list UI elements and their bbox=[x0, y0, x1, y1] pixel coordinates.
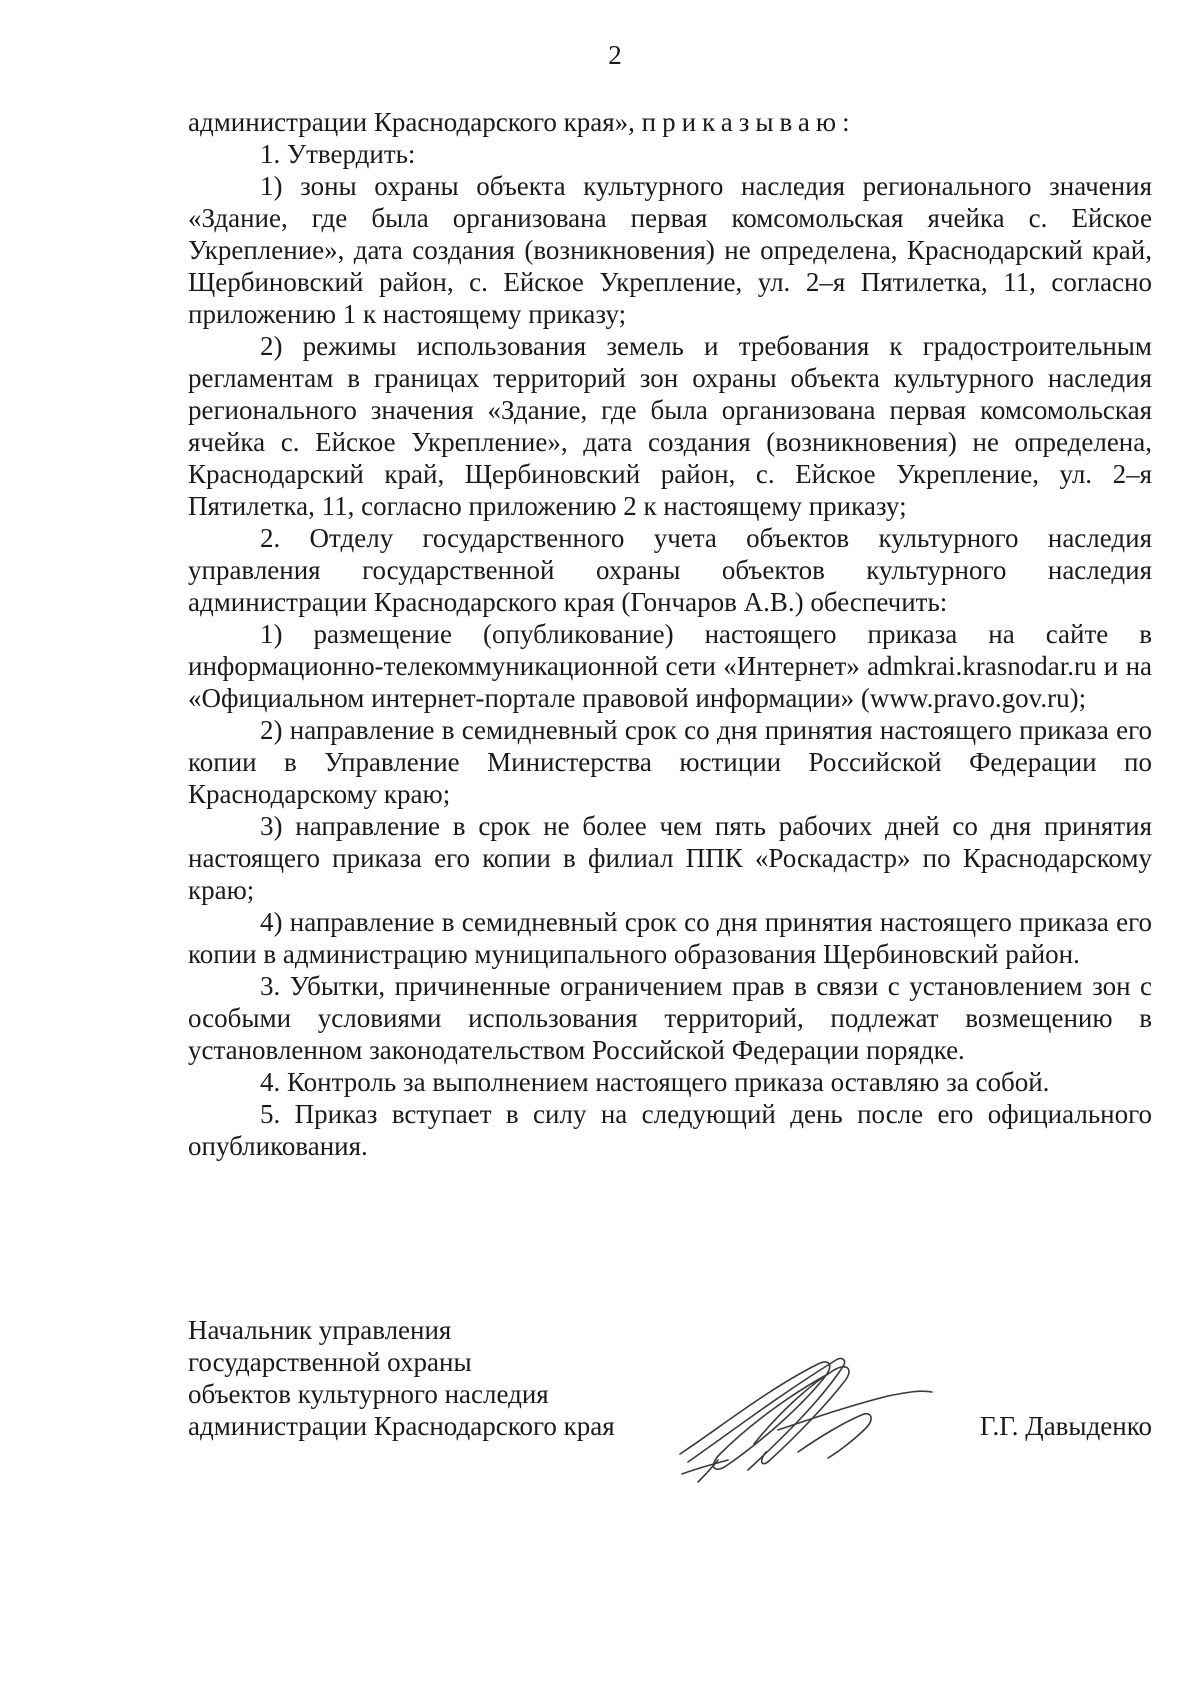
intro-text: администрации Краснодарского края», bbox=[188, 107, 642, 137]
signatory-title-line: государственной охраны bbox=[188, 1347, 472, 1377]
signatory-title-line: администрации Краснодарского края bbox=[188, 1411, 615, 1441]
paragraph-item-3: 3. Убытки, причиненные ограничением прав в связи с установлением зон с особыми условиями использования территорий, подлежат возмещению в установленном законодательством Российской Федерации порядке. bbox=[188, 971, 1152, 1065]
paragraph-item-2-1: 1) размещение (опубликование) настоящего приказа на сайте в информационно-телекоммуникационной сети «Интернет» admkrai.krasnodar.ru и на «Официальном интернет-портале правовой информации» (www.pravo.gov.ru); bbox=[188, 619, 1152, 713]
order-verb: приказываю bbox=[641, 107, 843, 137]
handwritten-signature bbox=[658, 1334, 948, 1484]
document-body bbox=[188, 106, 1152, 1162]
paragraph-item-2-3: 3) направление в срок не более чем пять рабочих дней со дня принятия настоящего приказа его копии в филиал ППК «Роскадастр» по Краснодарскому краю; bbox=[188, 811, 1152, 905]
paragraph-item-2-4: 4) направление в семидневный срок со дня принятия настоящего приказа его копии в администрацию муниципального образования Щербиновский район. bbox=[188, 907, 1152, 969]
paragraph-item-4: 4. Контроль за выполнением настоящего приказа оставляю за собой. bbox=[260, 1067, 1050, 1097]
paragraph-intro bbox=[188, 106, 1152, 138]
paragraph-item-2-2: 2) направление в семидневный срок со дня принятия настоящего приказа его копии в Управление Министерства юстиции Российской Федерации по Краснодарскому краю; bbox=[188, 715, 1152, 809]
paragraph-item-1-2: 2) режимы использования земель и требования к градостроительным регламентам в границах территорий зон охраны объекта культурного наследия регионального значения «Здание, где была организована первая комсомольская ячейка с. Ейское Укрепление», дата создания (возникновения) не определена, Краснодарский край, Щербиновский район, с. Ейское Укрепление, ул. 2–я Пятилетка, 11, согласно приложению 2 к настоящему приказу; bbox=[188, 331, 1152, 521]
signatory-title bbox=[188, 1314, 615, 1442]
signatory-title-line: объектов культурного наследия bbox=[188, 1379, 549, 1409]
paragraph-item-2: 2. Отделу государственного учета объектов культурного наследия управления государственной охраны объектов культурного наследия администрации Краснодарского края (Гончаров А.В.) обеспечить: bbox=[188, 523, 1152, 617]
signatory-name: Г.Г. Давыденко bbox=[979, 1411, 1152, 1441]
signatory-title-line: Начальник управления bbox=[188, 1315, 452, 1345]
signature-block bbox=[188, 1314, 1152, 1494]
paragraph-item-1: 1. Утвердить: bbox=[260, 139, 416, 169]
paragraph-item-1-1: 1) зоны охраны объекта культурного наследия регионального значения «Здание, где была организована первая комсомольская ячейка с. Ейское Укрепление», дата создания (возникновения) не определена, Краснодарский край, Щербиновский район, с. Ейское Укрепление, ул. 2–я Пятилетка, 11, согласно приложению 1 к настоящему приказу; bbox=[188, 171, 1152, 329]
intro-tail: : bbox=[842, 107, 850, 137]
paragraph-item-5: 5. Приказ вступает в силу на следующий день после его официального опубликования. bbox=[188, 1099, 1152, 1161]
page-number: 2 bbox=[608, 40, 622, 70]
